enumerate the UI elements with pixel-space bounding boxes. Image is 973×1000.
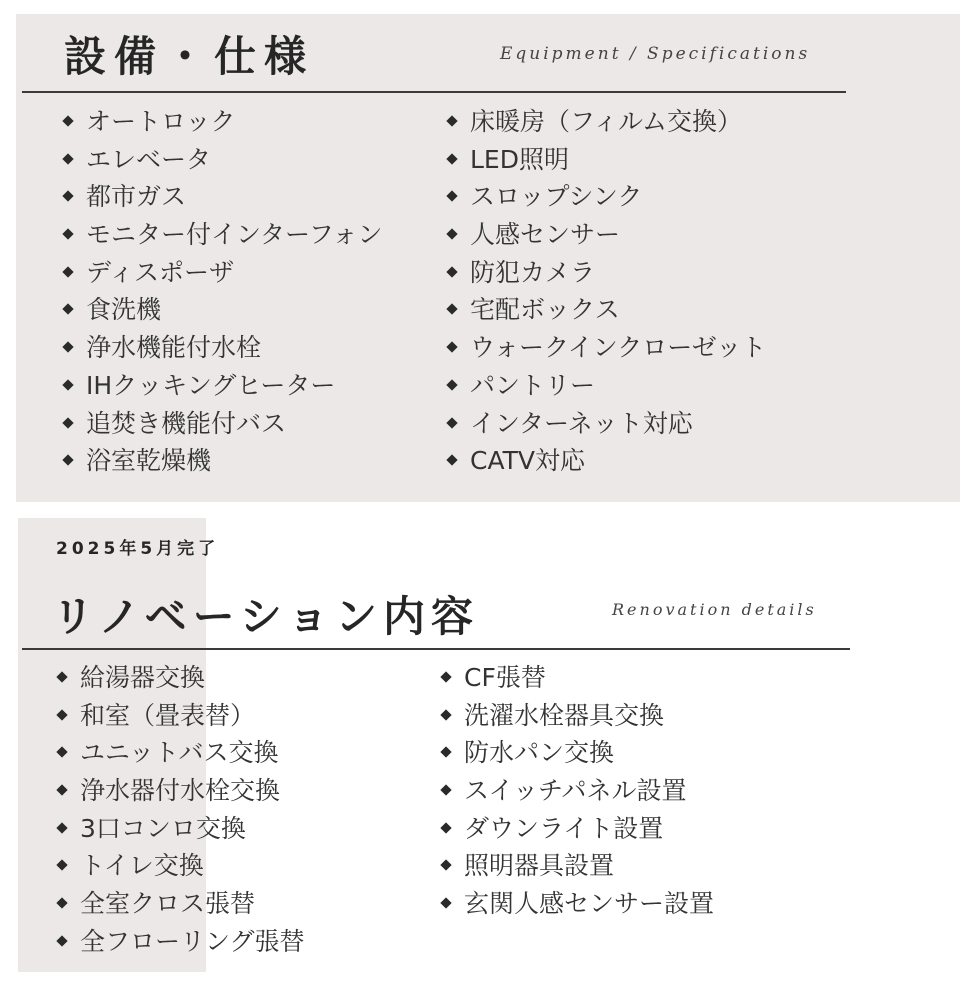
list-item: 浄水機能付水栓 — [64, 329, 383, 367]
list-item: 3口コンロ交換 — [58, 810, 305, 848]
renovation-title: リノベーション内容 — [52, 592, 479, 641]
list-item: パントリー — [448, 367, 766, 405]
equipment-list-right — [448, 103, 766, 480]
equipment-title: 設備・仕様 — [64, 32, 315, 81]
list-item: 宅配ボックス — [448, 291, 766, 329]
equipment-list-left — [64, 103, 383, 480]
diamond-bullet-icon — [440, 709, 451, 720]
list-item: トイレ交換 — [58, 847, 305, 885]
diamond-bullet-icon — [62, 115, 73, 126]
list-item: モニター付インターフォン — [64, 216, 383, 254]
list-item: 和室（畳表替） — [58, 697, 305, 735]
list-item: 玄関人感センサー設置 — [442, 885, 714, 923]
diamond-bullet-icon — [62, 455, 73, 466]
diamond-bullet-icon — [446, 115, 457, 126]
list-item: 浴室乾燥機 — [64, 442, 383, 480]
diamond-bullet-icon — [440, 897, 451, 908]
diamond-bullet-icon — [56, 822, 67, 833]
diamond-bullet-icon — [446, 341, 457, 352]
diamond-bullet-icon — [446, 379, 457, 390]
list-item: IHクッキングヒーター — [64, 367, 383, 405]
diamond-bullet-icon — [56, 935, 67, 946]
diamond-bullet-icon — [56, 709, 67, 720]
list-item: スロップシンク — [448, 178, 766, 216]
diamond-bullet-icon — [62, 379, 73, 390]
renovation-divider — [22, 648, 850, 650]
list-item: 給湯器交換 — [58, 659, 305, 697]
list-item: ユニットバス交換 — [58, 734, 305, 772]
list-item: 追焚き機能付バス — [64, 405, 383, 443]
diamond-bullet-icon — [56, 897, 67, 908]
diamond-bullet-icon — [446, 417, 457, 428]
diamond-bullet-icon — [446, 153, 457, 164]
list-item: 全フローリング張替 — [58, 923, 305, 961]
list-item: LED照明 — [448, 141, 766, 179]
diamond-bullet-icon — [62, 153, 73, 164]
diamond-bullet-icon — [440, 747, 451, 758]
list-item: CATV対応 — [448, 442, 766, 480]
diamond-bullet-icon — [62, 266, 73, 277]
list-item: ウォークインクローゼット — [448, 329, 766, 367]
equipment-subtitle: Equipment / Specifications — [500, 44, 811, 64]
diamond-bullet-icon — [62, 417, 73, 428]
list-item: 浄水器付水栓交換 — [58, 772, 305, 810]
renovation-list-left — [58, 659, 305, 961]
diamond-bullet-icon — [446, 304, 457, 315]
list-item: 床暖房（フィルム交換） — [448, 103, 766, 141]
diamond-bullet-icon — [56, 860, 67, 871]
diamond-bullet-icon — [62, 191, 73, 202]
list-item: ディスポーザ — [64, 254, 383, 292]
list-item: インターネット対応 — [448, 405, 766, 443]
renovation-list-right — [442, 659, 714, 923]
diamond-bullet-icon — [440, 822, 451, 833]
list-item: 全室クロス張替 — [58, 885, 305, 923]
diamond-bullet-icon — [446, 266, 457, 277]
diamond-bullet-icon — [62, 228, 73, 239]
diamond-bullet-icon — [440, 860, 451, 871]
list-item: 照明器具設置 — [442, 847, 714, 885]
diamond-bullet-icon — [62, 304, 73, 315]
renovation-subtitle: Renovation details — [612, 600, 817, 619]
list-item: ダウンライト設置 — [442, 810, 714, 848]
list-item: エレベータ — [64, 141, 383, 179]
list-item: スイッチパネル設置 — [442, 772, 714, 810]
diamond-bullet-icon — [56, 784, 67, 795]
list-item: 防水パン交換 — [442, 734, 714, 772]
diamond-bullet-icon — [446, 228, 457, 239]
list-item: 都市ガス — [64, 178, 383, 216]
list-item: オートロック — [64, 103, 383, 141]
list-item: 洗濯水栓器具交換 — [442, 697, 714, 735]
diamond-bullet-icon — [62, 341, 73, 352]
list-item: 食洗機 — [64, 291, 383, 329]
equipment-divider — [22, 91, 846, 93]
diamond-bullet-icon — [446, 455, 457, 466]
diamond-bullet-icon — [56, 747, 67, 758]
diamond-bullet-icon — [440, 671, 451, 682]
renovation-date: 2025年5月完了 — [56, 539, 220, 559]
diamond-bullet-icon — [56, 671, 67, 682]
list-item: 人感センサー — [448, 216, 766, 254]
diamond-bullet-icon — [440, 784, 451, 795]
list-item: 防犯カメラ — [448, 254, 766, 292]
list-item: CF張替 — [442, 659, 714, 697]
diamond-bullet-icon — [446, 191, 457, 202]
